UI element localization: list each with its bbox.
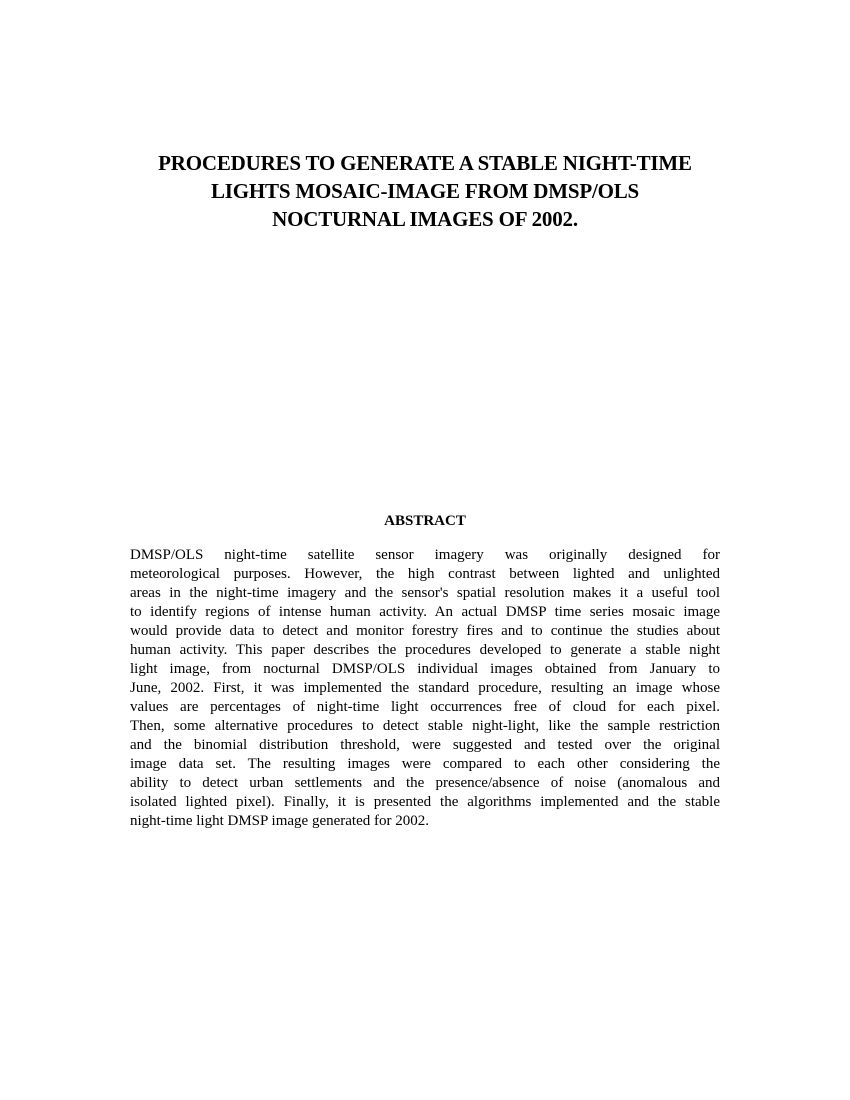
- abstract-body: [130, 546, 720, 831]
- abstract-line: ability to detect urban settlements and the presence/absence of noise (anomalous and: [130, 775, 720, 791]
- paper-title: [100, 149, 750, 233]
- abstract-line: and the binomial distribution threshold, were suggested and tested over the original: [130, 737, 720, 753]
- abstract-line: image data set. The resulting images were compared to each other considering the: [130, 756, 720, 772]
- abstract-line: June, 2002. First, it was implemented the standard procedure, resulting an image whose: [130, 680, 720, 696]
- abstract-line: night-time light DMSP image generated for 2002.: [130, 813, 429, 829]
- abstract-line: Then, some alternative procedures to detect stable night-light, like the sample restriction: [130, 718, 720, 734]
- title-line: NOCTURNAL IMAGES OF 2002.: [272, 207, 578, 231]
- abstract-line: light image, from nocturnal DMSP/OLS individual images obtained from January to: [130, 661, 720, 677]
- abstract-line: human activity. This paper describes the procedures developed to generate a stable night: [130, 642, 720, 658]
- abstract-line: to identify regions of intense human activity. An actual DMSP time series mosaic image: [130, 604, 720, 620]
- title-line: LIGHTS MOSAIC-IMAGE FROM DMSP/OLS: [210, 179, 639, 203]
- abstract-line: areas in the night-time imagery and the sensor's spatial resolution makes it a useful tool: [130, 585, 720, 601]
- abstract-line: values are percentages of night-time light occurrences free of cloud for each pixel.: [130, 699, 720, 715]
- abstract-line: DMSP/OLS night-time satellite sensor imagery was originally designed for: [130, 547, 720, 563]
- abstract-line: would provide data to detect and monitor forestry fires and to continue the studies about: [130, 623, 720, 639]
- abstract-line: isolated lighted pixel). Finally, it is presented the algorithms implemented and the stable: [130, 794, 720, 810]
- abstract-heading: ABSTRACT: [384, 513, 466, 529]
- title-line: PROCEDURES TO GENERATE A STABLE NIGHT-TIME: [158, 151, 692, 175]
- abstract-line: meteorological purposes. However, the high contrast between lighted and unlighted: [130, 566, 720, 582]
